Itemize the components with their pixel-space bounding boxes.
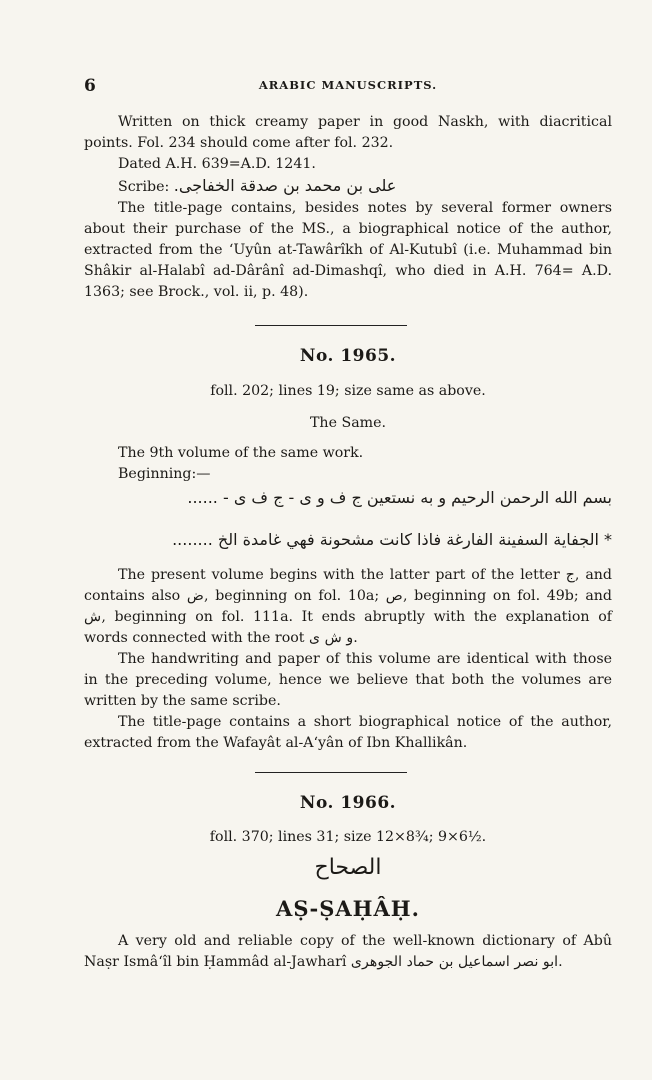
previous-entry xyxy=(84,112,612,303)
paper-description: Written on thick creamy paper in good Naskh, with diacritical points. Fol. 234 should come after fol. 232. xyxy=(84,114,612,151)
scribe-label: Scribe: xyxy=(118,179,170,195)
arabic-work-title: الصحاح xyxy=(314,855,382,880)
scribe-arabic: علی بن محمد بن صدقة الخفاجی. xyxy=(173,176,397,195)
work-title: AṢ-ṢAḤÂḤ. xyxy=(276,896,420,921)
entry-number-1966: No. 1966. xyxy=(299,793,397,813)
entry-1965-title: The Same. xyxy=(309,415,387,431)
entry-1966-meta: foll. 370; lines 31; size 12×8¾; 9×6½. xyxy=(209,829,487,845)
running-title: ARABIC MANUSCRIPTS. xyxy=(258,78,438,92)
entry-1965-title-page: The title-page contains a short biographical notice of the author, extracted from the Wafayât al-A‘yân of Ibn Khallikân. xyxy=(84,714,612,751)
section-divider xyxy=(255,772,407,773)
running-head xyxy=(84,76,612,96)
entry-1965-desc: The 9th volume of the same work. xyxy=(118,445,364,461)
date-line: Dated A.H. 639=A.D. 1241. xyxy=(118,156,316,172)
entry-number-1965: No. 1965. xyxy=(299,346,397,366)
entry-1965-beginning: Beginning:— xyxy=(118,466,211,482)
entry-1965-contents: The present volume begins with the latter part of the letter ج, and contains also ض, beginning on fol. 10a; ص, beginning on fol. 49b; and ش, beginning on fol. 111a. It ends abruptly with the explanation of words connected with the root و ش ی. xyxy=(84,567,612,646)
arabic-incipit-line-1: بسم الله الرحمن الرحيم و به نستعين ج ف و ی - ج ف ی - ...... xyxy=(187,488,612,507)
entry-1965-header xyxy=(84,381,612,485)
arabic-incipit-line-2: * الجفاية السفينة الفارغة فاذا كانت مشحونة فهي غامدة الخ ........ xyxy=(172,530,612,549)
entry-1965-body xyxy=(84,565,612,754)
entry-1965-meta: foll. 202; lines 19; size same as above. xyxy=(210,383,486,399)
section-divider xyxy=(255,325,407,326)
entry-1965-handwriting: The handwriting and paper of this volume are identical with those in the preceding volume, hence we believe that both the volumes are written by the same scribe. xyxy=(84,651,612,709)
entry-1966-body xyxy=(84,931,612,973)
entry-1966-description: A very old and reliable copy of the well-known dictionary of Abû Naṣr Ismâ‘îl bin Ḥammâd al-Jawharî ابو نصر اسماعيل بن حماد الجوهری. xyxy=(84,933,612,970)
page-number: 6 xyxy=(84,76,96,96)
title-page-note: The title-page contains, besides notes by several former owners about their purchase of the MS., a biographical notice of the author, extracted from the ‘Uyûn at-Tawârîkh of Al-Kutubî (i.e. Muhammad bin Shâkir al-Halabî ad-Dârânî ad-Dimashqî, who died in A.H. 764= A.D. 1363; see Brock., vol. ii, p. 48). xyxy=(84,200,612,300)
scribe-line xyxy=(84,175,612,198)
entry-1966-header xyxy=(84,827,612,848)
